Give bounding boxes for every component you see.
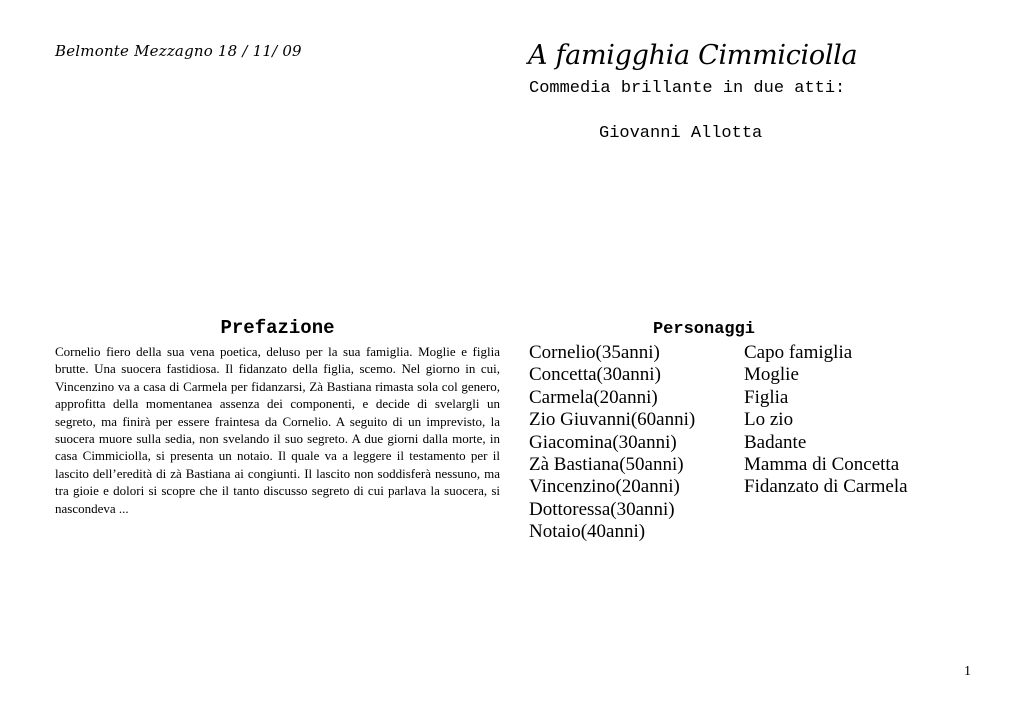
cast-role: Figlia bbox=[744, 386, 789, 408]
cast-role: Fidanzato di Carmela bbox=[744, 476, 908, 498]
cast-name: Carmela(20anni) bbox=[529, 386, 658, 408]
cast-name: Zio Giuvanni(60anni) bbox=[529, 409, 696, 431]
author-name: Giovanni Allotta bbox=[599, 124, 763, 143]
cast-name: Dottoressa(30anni) bbox=[529, 498, 675, 520]
cast-role: Lo zio bbox=[744, 409, 794, 431]
prefazione-text: Cornelio fiero della sua vena poetica, deluso per la sua famiglia. Moglie e figlia brutte. Una suocera fastidiosa. Il fidanzato della figlia, scemo. Nel giorno in cui, Vincenzino va a casa di Carmela per fidanzarsi, Zà Bastiana rimasta sola col genero, approfitta della momentanea assenza dei componenti, e decide di svelargli un segreto, ma finirà per essere fraintesa da Cornelio. A seguito di un imprevisto, la suocera muore sulla sedia, non svelando il suo segreto. A due giorni dalla morte, in casa Cimmiciolla, si presenta un notaio. Il quale va a leggere il testamento per il lascito dell’eredità di zà Bastiana ai congiunti. Il lascito non soddisferà nessuno, ma tra gioie e dolori si scopre che il tanto discusso segreto di cui parlava la suocera, si nascondeva ... bbox=[55, 344, 500, 516]
cast-name: Vincenzino(20anni) bbox=[529, 476, 680, 498]
cast-role: Capo famiglia bbox=[744, 342, 853, 363]
page-number: 1 bbox=[964, 664, 971, 679]
cast-name: Cornelio(35anni) bbox=[529, 342, 660, 363]
cast-role: Mamma di Concetta bbox=[744, 454, 900, 476]
place-date: Belmonte Mezzagno 18 / 11/ 09 bbox=[55, 42, 302, 60]
cast-name: Giacomina(30anni) bbox=[529, 431, 677, 453]
cast-roles-column bbox=[744, 342, 908, 499]
play-subtitle: Commedia brillante in due atti: bbox=[529, 79, 846, 98]
personaggi-heading: Personaggi bbox=[652, 320, 756, 339]
cast-name: Zà Bastiana(50anni) bbox=[529, 454, 684, 476]
cast-role: Badante bbox=[744, 431, 807, 453]
cast-role: Moglie bbox=[744, 364, 799, 386]
cast-names-column bbox=[529, 342, 695, 544]
cast-name: Concetta(30anni) bbox=[529, 364, 661, 386]
prefazione-heading: Prefazione bbox=[220, 317, 335, 339]
play-title: A famigghia Cimmiciolla bbox=[528, 40, 858, 71]
cast-name: Notaio(40anni) bbox=[529, 521, 646, 543]
